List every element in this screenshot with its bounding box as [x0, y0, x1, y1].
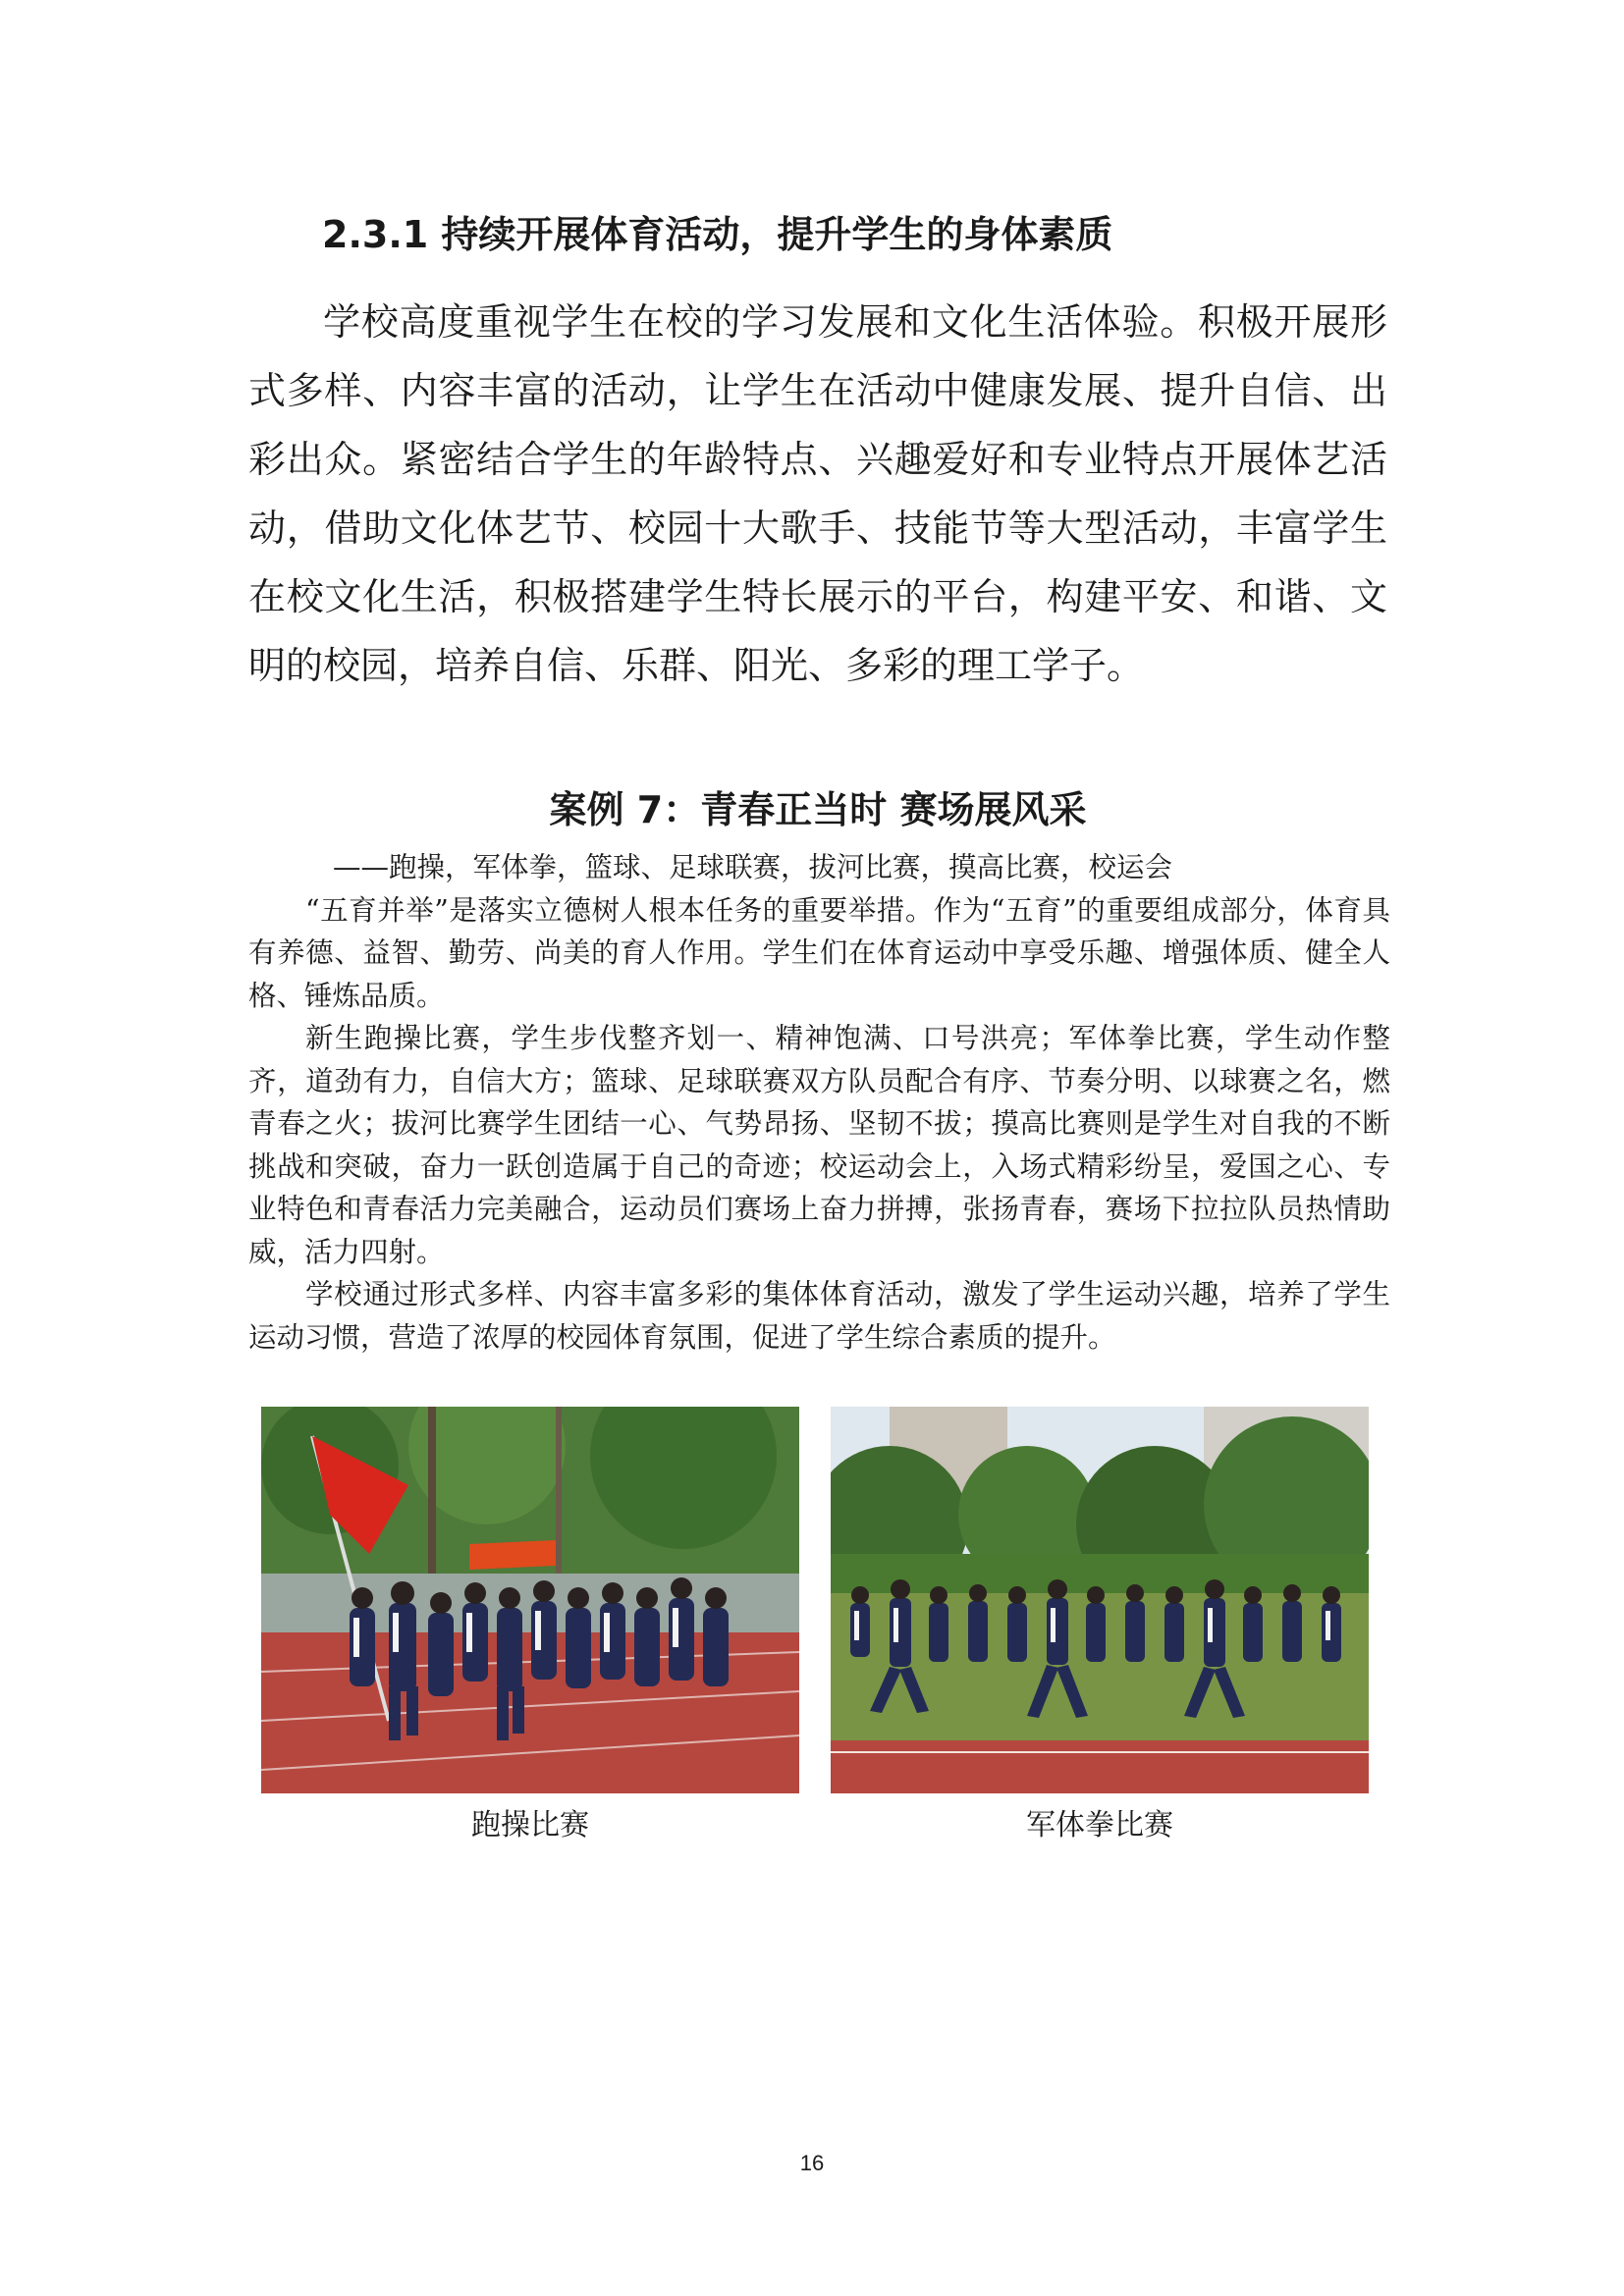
running-drill-caption: 跑操比赛 [471, 1808, 589, 1842]
martial-arts-caption: 军体拳比赛 [1026, 1808, 1173, 1842]
intro-paragraph: 学校高度重视学生在校的学习发展和文化生活体验。积极开展形式多样、内容丰富的活动，让学生在活动中健康发展、提升自信、出彩出众。紧密结合学生的年龄特点、兴趣爱好和专业特点开展体艺活动，借助文化体艺节、校园十大歌手、技能节等大型活动，丰富学生在校文化生活，积极搭建学生特长展示的平台，构建平安、和谐、文明的校园，培养自信、乐群、阳光、多彩的理工学子。 [248, 300, 1387, 687]
martial-arts-image [831, 1407, 1369, 1793]
case-subtitle: ——跑操，军体拳，篮球、足球联赛，拔河比赛，摸高比赛，校运会 [333, 851, 1173, 883]
running-drill-image [261, 1407, 799, 1793]
page-number: 16 [799, 2151, 825, 2175]
martial-arts-photo [831, 1407, 1369, 1793]
case-body [248, 846, 1390, 1359]
section-heading: 2.3.1 持续开展体育活动，提升学生的身体素质 [322, 213, 1113, 256]
running-drill-photo [261, 1407, 799, 1793]
case-paragraph-3: 学校通过形式多样、内容丰富多彩的集体体育活动，激发了学生运动兴趣，培养了学生运动习惯，营造了浓厚的校园体育氛围，促进了学生综合素质的提升。 [248, 1278, 1390, 1354]
case-paragraph-2: 新生跑操比赛，学生步伐整齐划一、精神饱满、口号洪亮；军体拳比赛，学生动作整齐，道劲有力，自信大方；篮球、足球联赛双方队员配合有序、节奏分明、以球赛之名，燃青春之火；拔河比赛学生团结一心、气势昂扬、坚韧不拔；摸高比赛则是学生对自我的不断挑战和突破，奋力一跃创造属于自己的奇迹；校运动会上，入场式精彩纷呈，爱国之心、专业特色和青春活力完美融合，运动员们赛场上奋力拼搏，张扬青春，赛场下拉拉队员热情助威，活力四射。 [248, 1022, 1390, 1268]
case-paragraph-1: “五育并举”是落实立德树人根本任务的重要举措。作为“五育”的重要组成部分，体育具有养德、益智、勤劳、尚美的育人作用。学生们在体育运动中享受乐趣、增强体质、健全人格、锤炼品质。 [248, 893, 1390, 1012]
case-title: 案例 7：青春正当时 赛场展风采 [549, 788, 1087, 831]
